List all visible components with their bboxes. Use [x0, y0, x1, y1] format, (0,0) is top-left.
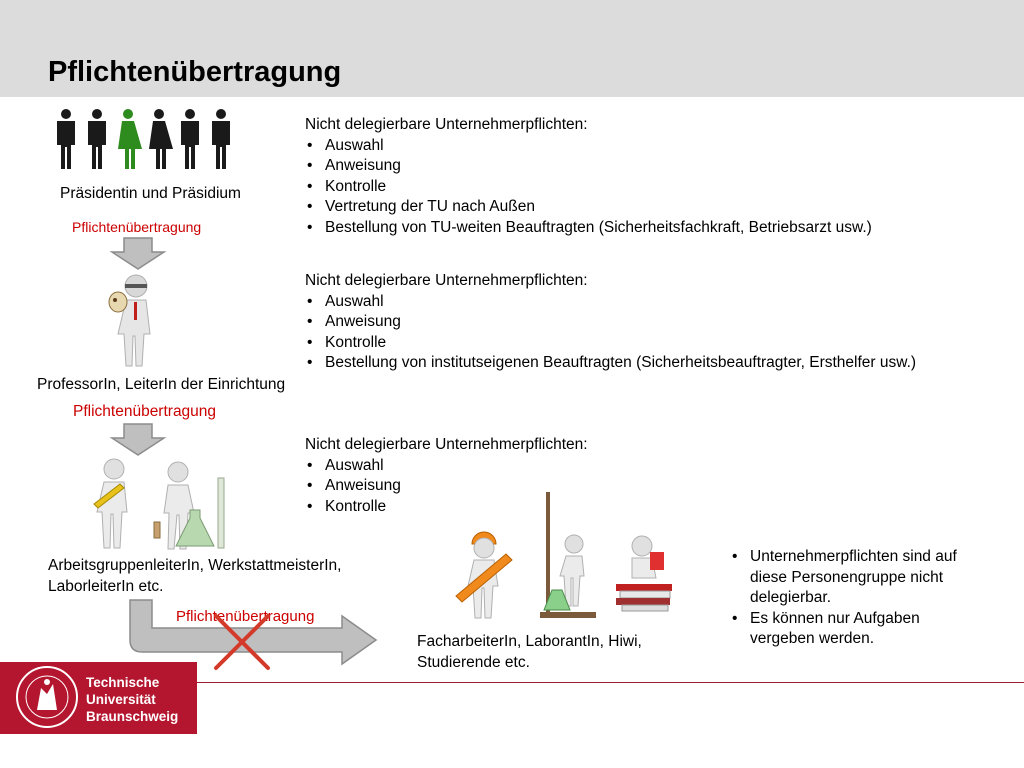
people-group-icon: [52, 108, 236, 172]
duty-item: • Anweisung: [305, 312, 916, 333]
tu-logo-line2: Universität: [86, 692, 156, 707]
duty-item: • Anweisung: [305, 156, 872, 177]
duty-item: • Auswahl: [305, 292, 916, 313]
tu-logo-line1: Technische: [86, 675, 160, 690]
level1-duties-heading: Nicht delegierbare Unternehmerpflichten:: [305, 116, 588, 133]
duty-item: • Vertretung der TU nach Außen: [305, 197, 872, 218]
level1-label: Präsidentin und Präsidium: [60, 185, 241, 202]
level3-label-line1: ArbeitsgruppenleiterIn, WerkstattmeisterIn,: [48, 557, 342, 574]
tu-logo-line3: Braunschweig: [86, 709, 179, 724]
lab-equipment-icon: [540, 492, 596, 620]
level1-duties: [305, 115, 872, 238]
level2-duties: [305, 271, 916, 374]
duty-item: • Anweisung: [305, 476, 588, 497]
page-title: Pflichtenübertragung: [48, 56, 342, 88]
duty-item: • Kontrolle: [305, 177, 872, 198]
professor-figure-icon: [106, 272, 162, 368]
duty-item: • Kontrolle: [305, 497, 588, 518]
down-arrow-icon: [110, 238, 166, 270]
level3-label-line2: LaborleiterIn etc.: [48, 578, 164, 595]
tu-seal-logo-icon: [14, 664, 80, 730]
worker-with-wrench-figure-icon: [90, 458, 136, 550]
level4-label-line2: Studierende etc.: [417, 654, 530, 671]
duty-item: • Kontrolle: [305, 333, 916, 354]
level4-label-line1: FacharbeiterIn, LaborantIn, Hiwi,: [417, 633, 642, 650]
notes-list: [730, 547, 980, 650]
red-cross-icon: [212, 612, 272, 672]
level2-transfer-label: Pflichtenübertragung: [73, 403, 217, 420]
level2-label: ProfessorIn, LeiterIn der Einrichtung: [37, 376, 286, 393]
footer-divider: [197, 682, 1024, 683]
duty-item: • Auswahl: [305, 136, 872, 157]
level3-transfer-label: Pflichtenübertragung: [176, 608, 315, 625]
duty-item: • Bestellung von institutseigenen Beauftragten (Sicherheitsbeauftragter, Ersthelfer usw.): [305, 353, 916, 374]
lab-figure-icon: [148, 460, 236, 552]
level2-duties-heading: Nicht delegierbare Unternehmerpflichten:: [305, 272, 588, 289]
level1-transfer-label: Pflichtenübertragung: [72, 219, 202, 235]
tu-logo-text: [86, 674, 178, 725]
student-with-books-figure-icon: [612, 534, 676, 614]
level3-duties-heading: Nicht delegierbare Unternehmerpflichten:: [305, 436, 588, 453]
down-arrow-icon: [110, 424, 166, 456]
note-item: • Unternehmerpflichten sind auf diese Personengruppe nicht delegierbar.: [730, 547, 980, 609]
note-item: • Es können nur Aufgaben vergeben werden.: [730, 609, 980, 650]
craftsman-figure-icon: [452, 532, 518, 622]
duty-item: • Bestellung von TU-weiten Beauftragten (Sicherheitsfachkraft, Betriebsarzt usw.): [305, 218, 872, 239]
duty-item: • Auswahl: [305, 456, 588, 477]
